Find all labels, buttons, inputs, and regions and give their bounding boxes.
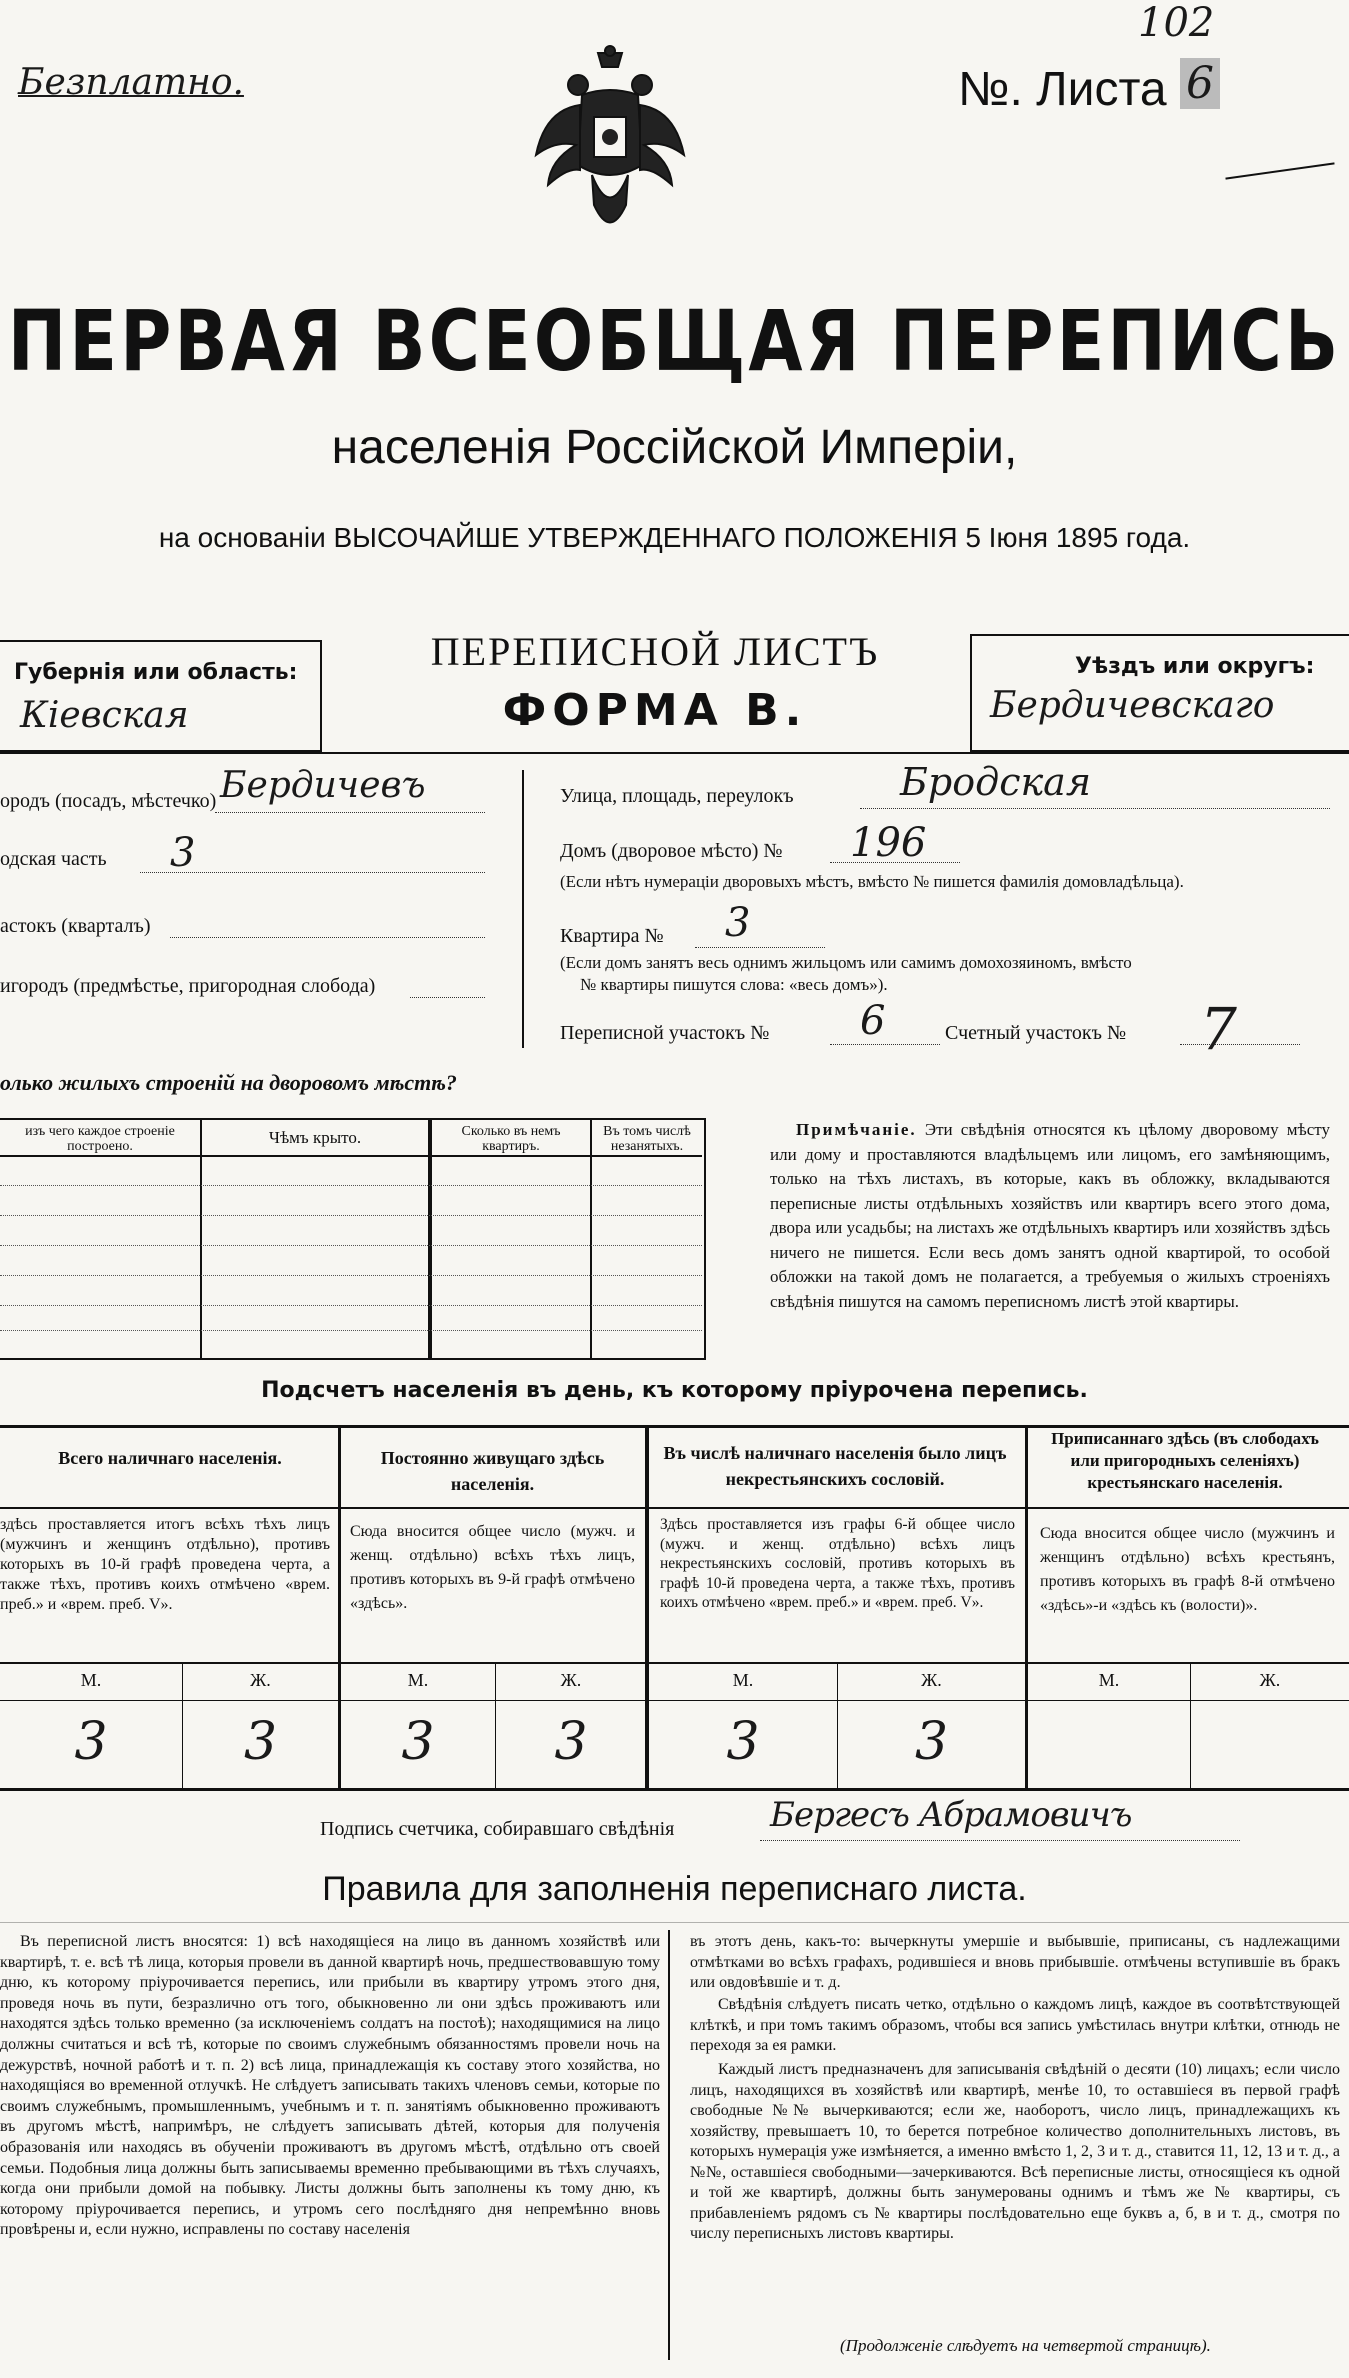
part-value: 3 <box>170 830 196 876</box>
dotted-line <box>170 937 485 938</box>
table-row <box>0 1305 702 1306</box>
note-text: Эти свѣдѣнія относятся къ цѣлому дворовому мѣсту или дому и проставляются владѣльцемъ или лицомъ, его замѣняющимъ, только на тѣхъ листахъ, въ которые, какъ въ обложку, вкладываются переписные листы отдѣльныхъ хозяйствъ или квартиръ всего этого дома, двора или усадьбы; на листахъ же отдѣльныхъ квартиръ или хозяйствъ здѣсь ничего не пишется. Если весь домъ занятъ одной квартирой, то особой обложки на такой домъ не полагается, а требуемыя о жилыхъ строеніяхъ свѣдѣнія пишутся на самомъ переписномъ листѣ этой квартиры. <box>770 1120 1331 1311</box>
table-row <box>0 1245 702 1246</box>
district-label: Уѣздъ или округъ: <box>1075 654 1315 679</box>
rules-right-3: Каждый листъ предназначенъ для записыванія свѣдѣній о десяти (10) лицахъ; если число лицъ, находящихся въ хозяйствѣ или квартирѣ, менѣе 10, то оставшіеся въ первой графѣ свободные №№ вычеркиваются; если же, наоборотъ, число лицъ, принадлежащихъ къ хозяйству, превышаетъ 10, то берется потребное количество дополнительныхъ листовъ, въ которыхъ нумерація уже измѣняется, а именно вмѣсто 1, 2, 3 и т. д., ставится 11, 12, 13 и т. д., а №№, оставшіеся свободными—зачеркиваются. Всѣ переписные листы, относящіеся къ одной и той же квартирѣ, должны быть занумерованы однимъ и тѣмъ же № квартиры, съ прибавленіемъ рядомъ съ № квартиры послѣдовательно еще буквъ а, б, в и т. д., смотря по числу переписныхъ листовъ квартиры. <box>690 2061 1340 2242</box>
apt-note-1: (Если домъ занятъ весь однимъ жильцомъ или самимъ домохозяиномъ, вмѣсто <box>560 953 1132 972</box>
buildings-col-vacant: Въ томъ числѣ незанятыхъ. <box>603 1124 691 1154</box>
table-row <box>0 1215 702 1216</box>
province-value: Кіевская <box>20 695 189 736</box>
apt-note-2: № квартиры пишутся слова: «весь домъ»). <box>580 975 888 994</box>
city-value: Бердичевъ <box>220 765 426 806</box>
count-col1-f: 3 <box>243 1712 278 1772</box>
signature-value: Бергесъ Абрамовичъ <box>770 1795 1132 1835</box>
main-title: ПЕРВАЯ ВСЕОБЩАЯ ПЕРЕПИСЬ <box>7 291 1342 391</box>
divider <box>0 752 1349 754</box>
count-col4-desc: Сюда вносится общее число (мужчинъ и женщинъ отдѣльно) всѣхъ крестьянъ, противъ которыхъ въ графѣ 8-й отмѣчено «здѣсь»-и «здѣсь къ (волости)». <box>1040 1525 1335 1614</box>
table-header-rule <box>0 1155 702 1157</box>
m-label: М. <box>732 1670 754 1690</box>
buildings-col-roof: Чѣмъ крыто. <box>268 1128 362 1147</box>
pen-stroke <box>1225 162 1334 179</box>
free-label: Безплатно. <box>18 62 244 103</box>
count-col3-m: 3 <box>726 1712 760 1772</box>
count-area-value: 7 <box>1200 995 1237 1063</box>
rules-title: Правила для заполненія переписнаго листа. <box>322 1870 1027 1908</box>
count-title: Подсчетъ населенія въ день, къ которому пріурочена перепись. <box>261 1378 1088 1403</box>
sub-title: населенія Россійской Имперіи, <box>331 421 1018 474</box>
city-label: ородъ (посадъ, мѣстечко) <box>0 790 217 812</box>
note-label: Примѣчаніе. <box>796 1120 917 1139</box>
buildings-col-material: изъ чего каждое строеніе построено. <box>25 1124 175 1154</box>
suburb-label: игородъ (предмѣстье, пригородная слобода) <box>0 975 376 997</box>
page-number: 102 <box>1138 0 1215 46</box>
part-label: одская часть <box>0 848 107 870</box>
dotted-line <box>695 947 825 948</box>
count-col-divider <box>1025 1425 1028 1790</box>
street-value: Бродская <box>900 760 1092 804</box>
sheet-number-value: 6 <box>1180 58 1220 109</box>
m-label: М. <box>1098 1670 1120 1690</box>
count-col1-m: 3 <box>74 1712 108 1772</box>
rules-left-text: Въ переписной листъ вносятся: 1) всѣ находящіеся на лицо въ данномъ хозяйствѣ или квартирѣ, т. е. всѣ тѣ лица, которыя провели въ данной квартирѣ ночь, предшествовавшую тому дню, къ которому пріурочивается перепись, или прибыли въ квартиру утромъ этого дня, проведя ночь въ пути, безразлично отъ того, обыкновенно ли они здѣсь проживаютъ или находятся здѣсь только временно (за исключеніемъ солдатъ на постоѣ); находящимися на лицо должны считаться и всѣ тѣ, которые по своимъ служебнымъ обязанностямъ провели ночь на дежурствѣ, ночной работѣ и т. п. 2) всѣ лица, принадлежащія къ составу этого хозяйства, но находящіяся во временной отлучкѣ. Не слѣдуетъ записывать такихъ членовъ семьи, которые по своимъ служебнымъ, промышленнымъ, учебнымъ и т. п. занятіямъ обыкновенно проживаютъ въ другомъ мѣстѣ, напримѣръ, не слѣдуетъ записывать дѣтей, которыя для полученія образованія или находясь въ обученіи проживаютъ въ другомъ мѣстѣ, отдѣльно отъ своей семьи. Подобныя лица должны быть записываемы временно пребывающими въ тѣхъ случаяхъ, когда они прибыли домой на побывку. Листы должны быть заполнены къ тому дню, къ которому пріурочивается перепись, и утромъ сего послѣдняго дня непремѣнно вновь провѣрены и, если нужно, исправлены по составу населенія <box>0 1933 660 2239</box>
house-note: (Если нѣтъ нумераціи дворовыхъ мѣстъ, вмѣсто № пишется фамилія домовладѣльца). <box>560 872 1184 891</box>
f-label: Ж. <box>1259 1670 1281 1690</box>
rules-col-divider <box>668 1930 670 2360</box>
house-value: 196 <box>850 820 927 866</box>
f-label: Ж. <box>560 1670 582 1690</box>
count-col2-desc: Сюда вносится общее число (мужч. и женщ. отдѣльно) всѣхъ тѣхъ лицъ, противъ которыхъ въ 9-й графѣ отмѣчено «здѣсь». <box>350 1523 635 1612</box>
count-col1-head: Всего наличнаго населенія. <box>58 1448 282 1468</box>
house-label: Домъ (дворовое мѣсто) № <box>560 840 783 862</box>
table-row <box>0 1330 702 1331</box>
note-paragraph <box>770 1118 1330 1314</box>
count-desc-rule <box>0 1662 1349 1664</box>
rules-right-1: въ этотъ день, какъ-то: вычеркнуты умершіе и выбывшіе, приписаны, съ надлежащими отмѣтками во всѣхъ графахъ, родившіеся и вновь прибывшіе. отмѣчены вступившіе въ бракъ или овдовѣвшіе и т. д. <box>690 1933 1340 1991</box>
section-label: астокъ (кварталъ) <box>0 915 151 937</box>
count-table-bottom <box>0 1788 1349 1791</box>
district-value: Бердичевскаго <box>990 685 1275 726</box>
form-name: ПЕРЕПИСНОЙ ЛИСТЪ <box>430 629 880 674</box>
m-label: М. <box>407 1670 429 1690</box>
signature-label: Подпись счетчика, собиравшаго свѣдѣнія <box>320 1818 675 1840</box>
f-label: Ж. <box>250 1670 271 1690</box>
dotted-line <box>860 808 1330 809</box>
buildings-col-apartments: Сколько въ немъ квартиръ. <box>461 1124 561 1154</box>
sheet-number-label: №. Листа <box>958 63 1167 116</box>
f-label: Ж. <box>921 1670 942 1690</box>
count-col2-m: 3 <box>401 1712 435 1772</box>
table-row <box>0 1275 702 1276</box>
count-col2-head: Постоянно живущаго здѣсь населенія. <box>380 1448 605 1494</box>
apt-value: 3 <box>725 900 751 946</box>
dotted-line <box>215 812 485 813</box>
basis-line: на основаніи ВЫСОЧАЙШЕ УТВЕРЖДЕННАГО ПОЛОЖЕНІЯ 5 Іюня 1895 года. <box>158 522 1191 553</box>
count-col4-head: Приписаннаго здѣсь (въ слободахъ или пригородныхъ селеніяхъ) крестьянскаго населенія. <box>1051 1429 1319 1492</box>
count-col3-head: Въ числѣ наличнаго населенія было лицъ некрестьянскихъ сословій. <box>663 1443 1007 1489</box>
continued-note: (Продолженіе слѣдуетъ на четвертой страницѣ). <box>840 2336 1211 2355</box>
street-label: Улица, площадь, переулокъ <box>560 785 794 807</box>
census-area-label: Переписной участокъ № <box>560 1022 770 1044</box>
dotted-line <box>760 1840 1240 1841</box>
table-row <box>0 1185 702 1186</box>
dotted-line <box>1180 1044 1300 1045</box>
dotted-line <box>830 1044 940 1045</box>
apt-label: Квартира № <box>560 925 664 947</box>
divider <box>0 1922 1349 1923</box>
count-col3-f: 3 <box>914 1712 949 1772</box>
count-area-label: Счетный участокъ № <box>945 1022 1127 1044</box>
m-label: М. <box>80 1670 102 1690</box>
count-col3-desc: Здѣсь проставляется изъ графы 6-й общее число (мужч. и женщ. отдѣльно) всѣхъ лицъ некрестьянскихъ сословій, противъ которыхъ въ графѣ 10-й проведена черта, а также тѣхъ, противъ коихъ отмѣчено «врем. преб.» и «врем. преб. V». <box>660 1516 1015 1611</box>
count-head-rule <box>0 1507 1349 1509</box>
dotted-line <box>410 997 485 998</box>
vertical-divider <box>522 770 524 1048</box>
count-col2-f: 3 <box>554 1712 588 1772</box>
province-label: Губернія или область: <box>14 660 298 685</box>
double-headed-eagle-icon <box>530 45 690 250</box>
buildings-question: олько жилыхъ строеній на дворовомъ мѣстѣ? <box>0 1070 457 1095</box>
count-sex-rule <box>0 1700 1349 1701</box>
form-type: ФОРМА В. <box>502 685 808 736</box>
rules-right-2: Свѣдѣнія слѣдуетъ писать четко, отдѣльно о каждомъ лицѣ, каждое въ соотвѣтствующей клѣткѣ, и при томъ такимъ образомъ, чтобы вся запись умѣстилась внутри клѣтки, отнюдь не переходя за ея рамки. <box>690 1996 1340 2054</box>
census-area-value: 6 <box>860 998 886 1044</box>
count-col1-desc: здѣсь проставляется итогъ всѣхъ тѣхъ лицъ (мужчинъ и женщинъ отдѣльно), противъ которыхъ въ 10-й графѣ проведена черта, а также тѣхъ, противъ коихъ отмѣчено «врем. преб.» и «врем. преб. V». <box>0 1516 330 1613</box>
